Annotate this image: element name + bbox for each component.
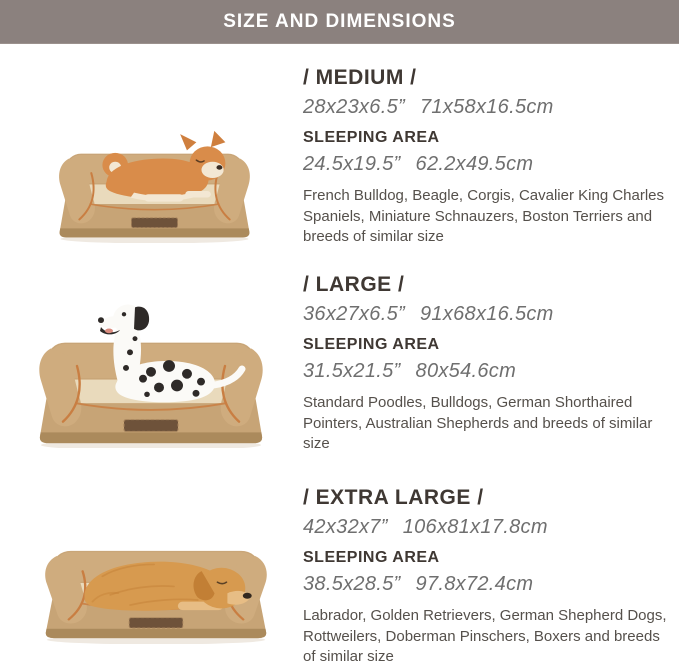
section-medium [303,66,671,248]
extra-large-bed-photo [33,517,279,644]
dalmatian-dog-bed-illustration [31,284,271,448]
sleeping-cm: 62.2x49.5cm [415,153,534,175]
header-banner [0,0,679,44]
dimensions-inches: 36x27x6.5” [303,303,405,325]
dimensions-inches: 42x32x7” [303,516,388,538]
sleeping-dimensions-medium [303,153,671,176]
size-title-medium: / MEDIUM / [303,66,417,89]
sleeping-inches: 38.5x28.5” [303,573,401,595]
dimensions-cm: 106x81x17.8cm [402,516,548,538]
sleeping-area-label: SLEEPING AREA [303,336,440,353]
medium-bed-photo [52,100,257,243]
dimensions-inches: 28x23x6.5” [303,96,405,118]
overall-dimensions-medium [303,96,671,119]
large-bed-photo [31,284,271,448]
sleeping-inches: 24.5x19.5” [303,153,401,175]
golden-retriever-dog-bed-illustration [33,517,279,644]
dimensions-cm: 71x58x16.5cm [419,96,554,118]
sleeping-cm: 80x54.6cm [415,360,517,382]
breed-list-medium: French Bulldog, Beagle, Corgis, Cavalier King Charles Spaniels, Miniature Schnauzers, Boston Terriers and breeds of similar size [303,187,665,246]
section-extra-large [303,486,671,668]
section-large [303,273,671,455]
page-title: SIZE AND DIMENSIONS [223,10,456,32]
sleeping-cm: 97.8x72.4cm [415,573,534,595]
dimensions-cm: 91x68x16.5cm [419,303,554,325]
size-title-extra-large: / EXTRA LARGE / [303,486,484,509]
size-title-large: / LARGE / [303,273,405,296]
overall-dimensions-extra-large [303,516,671,539]
sleeping-dimensions-large [303,360,671,383]
breed-list-large: Standard Poodles, Bulldogs, German Shorthaired Pointers, Australian Shepherds and breeds of similar size [303,394,653,453]
overall-dimensions-large [303,303,671,326]
sleeping-inches: 31.5x21.5” [303,360,401,382]
sleeping-area-label: SLEEPING AREA [303,549,440,566]
sleeping-dimensions-extra-large [303,573,671,596]
breed-list-extra-large: Labrador, Golden Retrievers, German Shepherd Dogs, Rottweilers, Doberman Pinschers, Boxers and breeds of similar size [303,607,667,666]
sleeping-area-label: SLEEPING AREA [303,129,440,146]
shiba-inu-dog-bed-illustration [52,100,257,243]
